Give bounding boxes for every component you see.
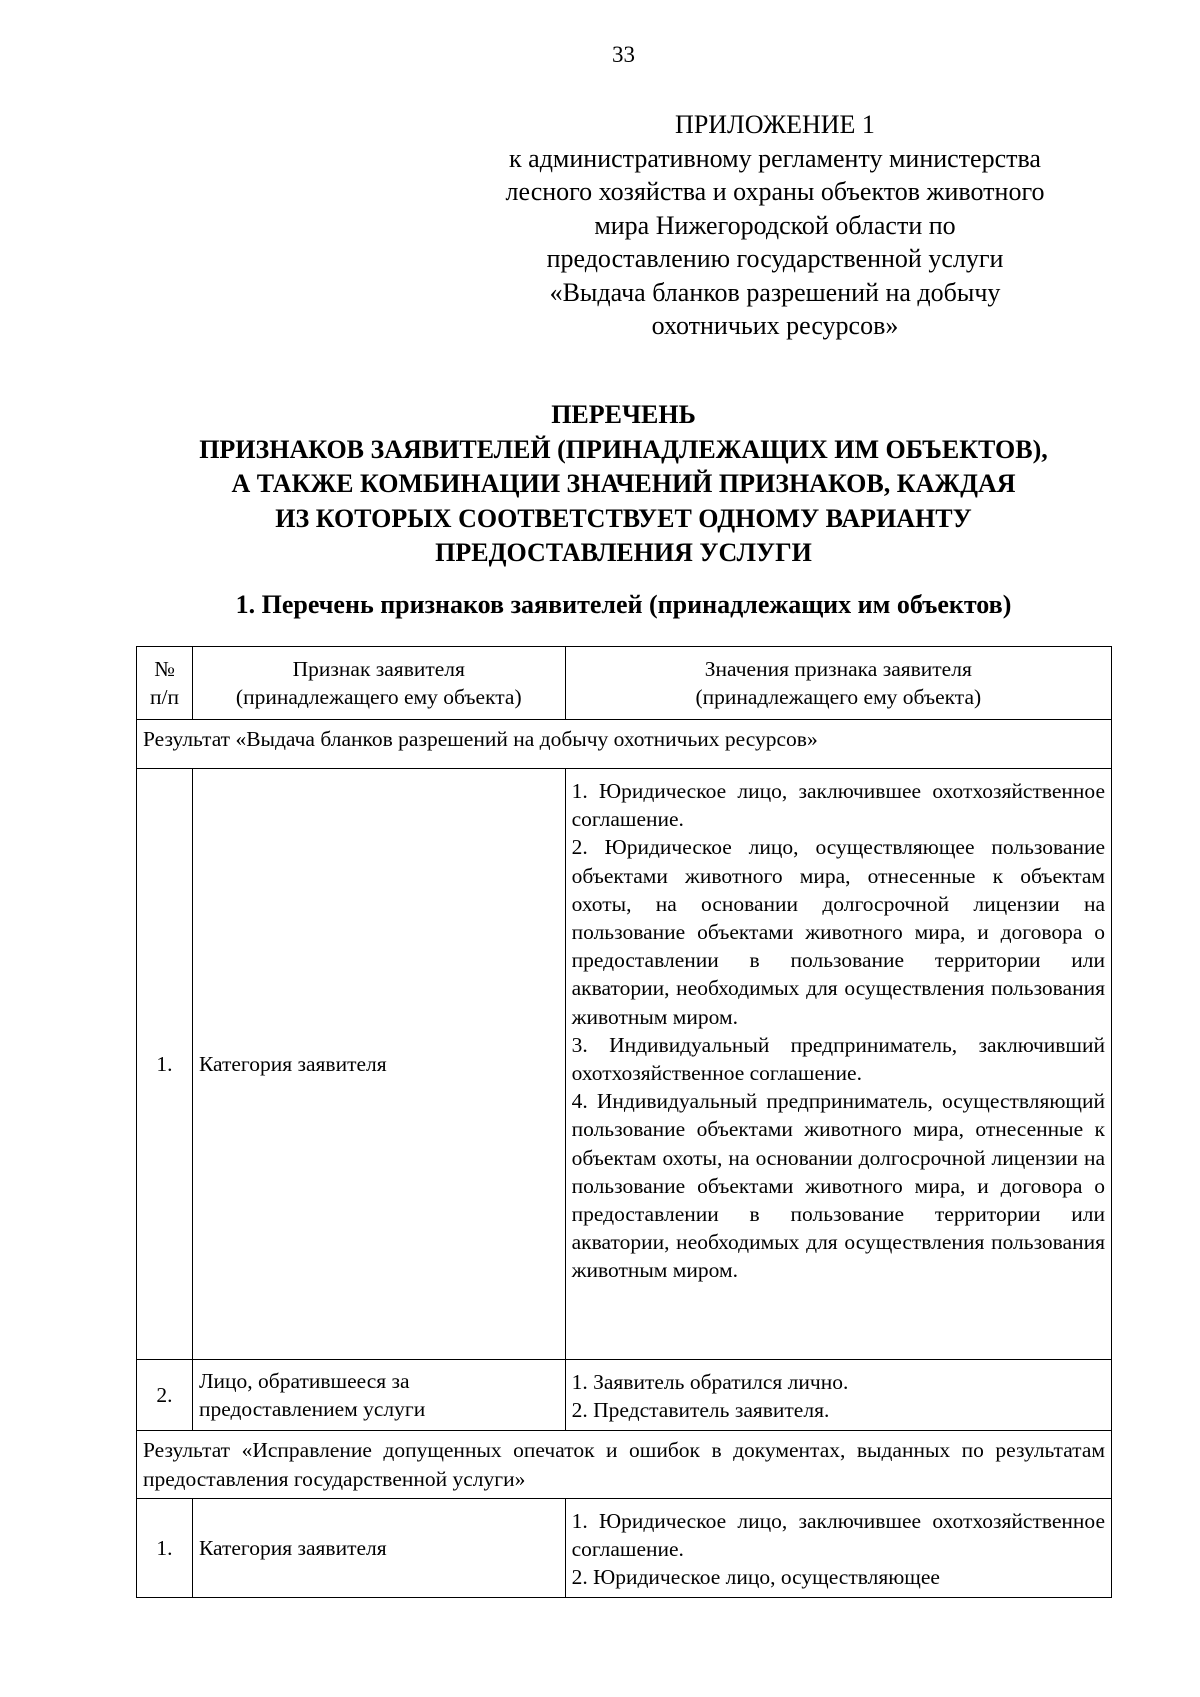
table-row xyxy=(137,769,1112,1360)
value-item: 4. Индивидуальный предприниматель, осуществляющий пользование объектами животного мира, отнесенные к объектам охоты, на основании долгосрочной лицензии на пользование объектами животного мира, и договора о предоставлении в пользование территории или акватории, необходимых для осуществления пользования животным миром. xyxy=(571,1089,1105,1283)
section-title: 1. Перечень признаков заявителей (принадлежащих им объектов) xyxy=(235,590,1012,619)
header-sign-line: (принадлежащего ему объекта) xyxy=(235,685,522,709)
annex-line: мира Нижегородской области по xyxy=(594,210,956,240)
row-sign: Категория заявителя xyxy=(192,1498,565,1598)
annex-title: ПРИЛОЖЕНИЕ 1 xyxy=(675,110,875,139)
annex-line: к административному регламенту министерства xyxy=(509,143,1041,173)
value-item: 2. Юридическое лицо, осуществляющее xyxy=(571,1565,940,1590)
result-cell: Результат «Исправление допущенных опечаток и ошибок в документах, выданных по результатам предоставления государственной услуги» xyxy=(137,1431,1112,1498)
header-num xyxy=(137,647,193,720)
row-values xyxy=(565,1498,1111,1598)
value-item: 2. Представитель заявителя. xyxy=(571,1398,830,1423)
row-sign: Лицо, обратившееся за предоставлением услуги xyxy=(192,1360,565,1431)
annex-line: лесного хозяйства и охраны объектов животного xyxy=(505,177,1045,206)
heading-line: ПРИЗНАКОВ ЗАЯВИТЕЛЕЙ (ПРИНАДЛЕЖАЩИХ ИМ ОБЪЕКТОВ), xyxy=(199,434,1048,464)
row-values xyxy=(565,769,1111,1360)
row-num: 1. xyxy=(137,1498,193,1598)
value-item: 1. Заявитель обратился лично. xyxy=(571,1370,849,1394)
signs-table xyxy=(136,646,1112,1598)
header-num-line: п/п xyxy=(149,685,179,709)
header-values-line: Значения признака заявителя xyxy=(704,656,972,681)
row-num: 2. xyxy=(137,1360,193,1431)
document-heading xyxy=(0,398,1200,571)
header-num-line: № xyxy=(154,656,175,681)
header-values xyxy=(565,647,1111,720)
row-values xyxy=(565,1360,1111,1431)
value-item: 1. Юридическое лицо, заключившее охотхозяйственное соглашение. xyxy=(571,1508,1105,1562)
table-row xyxy=(137,1360,1112,1431)
annex-line: предоставлению государственной услуги xyxy=(546,244,1004,273)
annex-line: «Выдача бланков разрешений на добычу xyxy=(549,277,1001,307)
heading-line: ПЕРЕЧЕНЬ xyxy=(551,400,696,429)
value-item: 2. Юридическое лицо, осуществляющее пользование объектами животного мира, отнесенные к объектам охоты, на основании долгосрочной лицензии на пользование объектами животного мира, и договора о предоставлении в пользование территории или акватории, необходимых для осуществления пользования животным миром. xyxy=(571,835,1105,1029)
result-row xyxy=(137,1431,1112,1498)
heading-line: ИЗ КОТОРЫХ СООТВЕТСТВУЕТ ОДНОМУ ВАРИАНТУ xyxy=(275,503,972,533)
header-values-line: (принадлежащего ему объекта) xyxy=(695,685,982,709)
table-row xyxy=(137,1498,1112,1598)
header-sign-line: Признак заявителя xyxy=(292,656,465,681)
value-item: 1. Юридическое лицо, заключившее охотхозяйственное соглашение. xyxy=(571,779,1105,832)
page-number: 33 xyxy=(612,42,635,67)
annex-line: охотничьих ресурсов» xyxy=(651,311,899,340)
row-num: 1. xyxy=(137,769,193,1360)
table-header-row xyxy=(137,647,1112,720)
heading-line: ПРЕДОСТАВЛЕНИЯ УСЛУГИ xyxy=(435,538,812,567)
row-sign: Категория заявителя xyxy=(192,769,565,1360)
annex-block xyxy=(480,108,1070,343)
result-row xyxy=(137,720,1112,769)
heading-line: А ТАКЖЕ КОМБИНАЦИИ ЗНАЧЕНИЙ ПРИЗНАКОВ, КАЖДАЯ xyxy=(231,469,1016,498)
result-cell: Результат «Выдача бланков разрешений на добычу охотничьих ресурсов» xyxy=(137,720,1112,769)
value-item: 3. Индивидуальный предприниматель, заключивший охотхозяйственное соглашение. xyxy=(571,1032,1105,1086)
header-sign xyxy=(192,647,565,720)
